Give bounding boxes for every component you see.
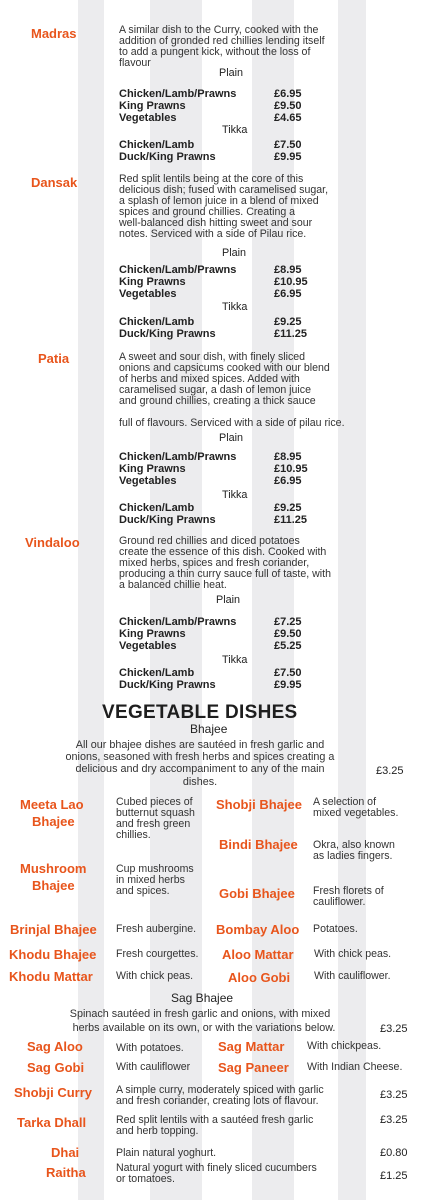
veg-name: Bindi Bhajee (219, 837, 298, 852)
veg-name: Shobji Bhajee (216, 797, 302, 812)
dish-description: mixed herbs, spices and fresh coriander, (119, 557, 310, 569)
price-value: £6.95 (274, 88, 302, 100)
dish-description: flavour (119, 57, 151, 69)
dish-name: Vindaloo (25, 535, 80, 550)
veg-name: Dhai (51, 1145, 80, 1160)
sag-price: £3.25 (380, 1023, 408, 1035)
veg-name: Bombay Aloo (216, 922, 300, 937)
price-item-label: Chicken/Lamb/Prawns (119, 88, 237, 100)
side-price: £0.80 (380, 1147, 408, 1159)
dish-description: Ground red chillies and diced potatoes (119, 535, 300, 547)
veg-description: and fresh coriander, creating lots of flavour. (116, 1095, 319, 1107)
price-value: £11.25 (274, 514, 308, 526)
dish-name: Dansak (31, 175, 78, 190)
price-value: £4.65 (274, 112, 302, 124)
veg-description: as ladies fingers. (313, 850, 393, 862)
price-value: £9.95 (274, 679, 302, 691)
veg-description: and fresh green (116, 818, 191, 830)
dish-name: Madras (31, 26, 77, 41)
dish-description: a splash of lemon juice in a blend of mixed (119, 195, 319, 207)
intro-line: All our bhajee dishes are sautéed in fresh garlic and (75, 739, 325, 751)
veg-description: A simple curry, moderately spiced with garlic (116, 1084, 324, 1096)
dish-description: caramelised sugar, a dash of lemon juice (119, 384, 311, 396)
plain-label: Plain (219, 67, 244, 79)
veg-description: Natural yogurt with finely sliced cucumbers (116, 1162, 317, 1174)
price-item-label: King Prawns (119, 463, 186, 475)
dish-description: spices and ground chillies. Creating a (119, 206, 296, 218)
veg-description: cauliflower. (313, 896, 366, 908)
price-value: £8.95 (274, 264, 302, 276)
price-item-label: Vegetables (119, 475, 177, 487)
veg-description: or tomatoes. (116, 1173, 175, 1185)
price-value: £10.95 (274, 463, 308, 475)
dish-description: onions and capsicums cooked with our blend (119, 362, 330, 374)
veg-name: Khodu Mattar (9, 969, 93, 984)
tikka-label: Tikka (222, 301, 248, 313)
veg-description: With chick peas. (314, 948, 392, 960)
veg-description: Fresh florets of (313, 885, 384, 897)
veg-description: Fresh aubergine. (116, 923, 197, 935)
price-item-label: Vegetables (119, 288, 177, 300)
veg-description: Cup mushrooms (116, 863, 194, 875)
bhajee-price: £3.25 (376, 765, 404, 777)
veg-description: With potatoes. (116, 1042, 184, 1054)
intro-line: onions, seasoned with fresh herbs and spices creating a (65, 751, 335, 763)
price-item-label: King Prawns (119, 276, 186, 288)
veg-name: Sag Mattar (218, 1039, 285, 1054)
plain-label: Plain (219, 432, 244, 444)
dish-name: Patia (38, 351, 70, 366)
veg-description: chillies. (116, 829, 151, 841)
plain-label: Plain (222, 247, 247, 259)
veg-name: Sag Aloo (27, 1039, 83, 1054)
veg-name: Bhajee (32, 814, 75, 829)
price-item-label: Chicken/Lamb/Prawns (119, 264, 237, 276)
price-value: £11.25 (274, 328, 308, 340)
veg-description: With cauliflower (116, 1061, 191, 1073)
price-item-label: Duck/King Prawns (119, 514, 216, 526)
veg-description: With cauliflower. (314, 970, 391, 982)
veg-name: Aloo Gobi (228, 970, 291, 985)
price-value: £5.25 (274, 640, 302, 652)
price-item-label: Duck/King Prawns (119, 679, 216, 691)
price-value: £9.25 (274, 316, 302, 328)
veg-name: Gobi Bhajee (219, 886, 295, 901)
plain-label: Plain (216, 594, 241, 606)
veg-description: Fresh courgettes. (116, 948, 199, 960)
veg-description: Okra, also known (313, 839, 395, 851)
price-value: £7.50 (274, 139, 302, 151)
price-value: £9.50 (274, 628, 302, 640)
intro-line: dishes. (182, 776, 218, 788)
price-value: £7.50 (274, 667, 302, 679)
veg-name: Aloo Mattar (222, 947, 294, 962)
dish-description: a balanced chillie heat. (119, 579, 227, 591)
dish-description: producing a thin curry sauce full of taste, with (119, 568, 331, 580)
veg-description: Potatoes. (313, 923, 358, 935)
veg-description: and herb topping. (116, 1125, 199, 1137)
veg-name: Tarka Dhall (17, 1115, 87, 1130)
veg-description: With chickpeas. (307, 1040, 382, 1052)
veg-description: Cubed pieces of (116, 796, 193, 808)
intro-line: delicious and dry accompaniment to any of the main (75, 763, 325, 775)
price-item-label: King Prawns (119, 100, 186, 112)
veg-name: Shobji Curry (14, 1085, 93, 1100)
veg-description: mixed vegetables. (313, 807, 399, 819)
dish-description: full of flavours. Serviced with a side of pilau rice. (119, 417, 345, 429)
price-item-label: Duck/King Prawns (119, 151, 216, 163)
dish-description: create the essence of this dish. Cooked with (119, 546, 327, 558)
background-stripe (338, 0, 366, 1200)
price-value: £9.50 (274, 100, 302, 112)
price-item-label: Chicken/Lamb (119, 502, 195, 514)
dish-description: Red split lentils being at the core of this (119, 173, 304, 185)
price-value: £9.95 (274, 151, 302, 163)
side-price: £1.25 (380, 1170, 408, 1182)
veg-description: With Indian Cheese. (307, 1061, 403, 1073)
veg-name: Sag Gobi (27, 1060, 85, 1075)
veg-name: Bhajee (32, 878, 75, 893)
dish-description: notes. Serviced with a side of Pilau rice. (119, 228, 307, 240)
price-item-label: Chicken/Lamb/Prawns (119, 451, 237, 463)
price-item-label: Chicken/Lamb/Prawns (119, 616, 237, 628)
veg-name: Khodu Bhajee (9, 947, 97, 962)
dish-description: and ground chillies, creating a thick sauce (119, 395, 316, 407)
dish-description: delicious dish; fused with caramelised sugar, (119, 184, 329, 196)
price-value: £6.95 (274, 288, 302, 300)
side-price: £3.25 (380, 1089, 408, 1101)
veg-name: Raitha (46, 1165, 86, 1180)
dish-description: of herbs and mixed spices. Added with (119, 373, 300, 385)
veg-description: Plain natural yoghurt. (116, 1147, 217, 1159)
price-item-label: Vegetables (119, 640, 177, 652)
dish-description: to add a pungent kick, without the loss of (119, 46, 311, 58)
price-item-label: Chicken/Lamb (119, 667, 195, 679)
tikka-label: Tikka (222, 489, 248, 501)
veg-name: Brinjal Bhajee (10, 922, 97, 937)
tikka-label: Tikka (222, 654, 248, 666)
veg-name: Sag Paneer (218, 1060, 289, 1075)
dish-description: A similar dish to the Curry, cooked with the (119, 24, 319, 36)
bhajee-heading: Bhajee (190, 722, 228, 736)
veg-description: and spices. (116, 885, 170, 897)
price-value: £7.25 (274, 616, 302, 628)
veg-description: A selection of (313, 796, 377, 808)
sag-bhajee-heading: Sag Bhajee (171, 991, 234, 1005)
dish-description: A sweet and sour dish, with finely sliced (119, 351, 306, 363)
side-price: £3.25 (380, 1114, 408, 1126)
price-item-label: Duck/King Prawns (119, 328, 216, 340)
veg-description: butternut squash (116, 807, 195, 819)
tikka-label: Tikka (222, 124, 248, 136)
background-stripe (78, 0, 104, 1200)
sag-intro-line: Spinach sautéed in fresh garlic and onions, with mixed (69, 1008, 331, 1020)
price-value: £6.95 (274, 475, 302, 487)
price-item-label: King Prawns (119, 628, 186, 640)
veg-description: Red split lentils with a sautéed fresh garlic (116, 1114, 314, 1126)
dish-description: addition of gronded red chillies lending itself (119, 35, 325, 47)
section-title: VEGETABLE DISHES (102, 702, 298, 723)
veg-description: With chick peas. (116, 970, 194, 982)
price-item-label: Chicken/Lamb (119, 139, 195, 151)
veg-description: in mixed herbs (116, 874, 185, 886)
veg-name: Mushroom (20, 861, 87, 876)
price-value: £9.25 (274, 502, 302, 514)
price-item-label: Chicken/Lamb (119, 316, 195, 328)
dish-description: well-balanced dish hitting sweet and sour (119, 217, 313, 229)
sag-intro-line: herbs available on its own, or with the variations below. (72, 1022, 336, 1034)
price-value: £10.95 (274, 276, 308, 288)
price-item-label: Vegetables (119, 112, 177, 124)
veg-name: Meeta Lao (20, 797, 84, 812)
price-value: £8.95 (274, 451, 302, 463)
